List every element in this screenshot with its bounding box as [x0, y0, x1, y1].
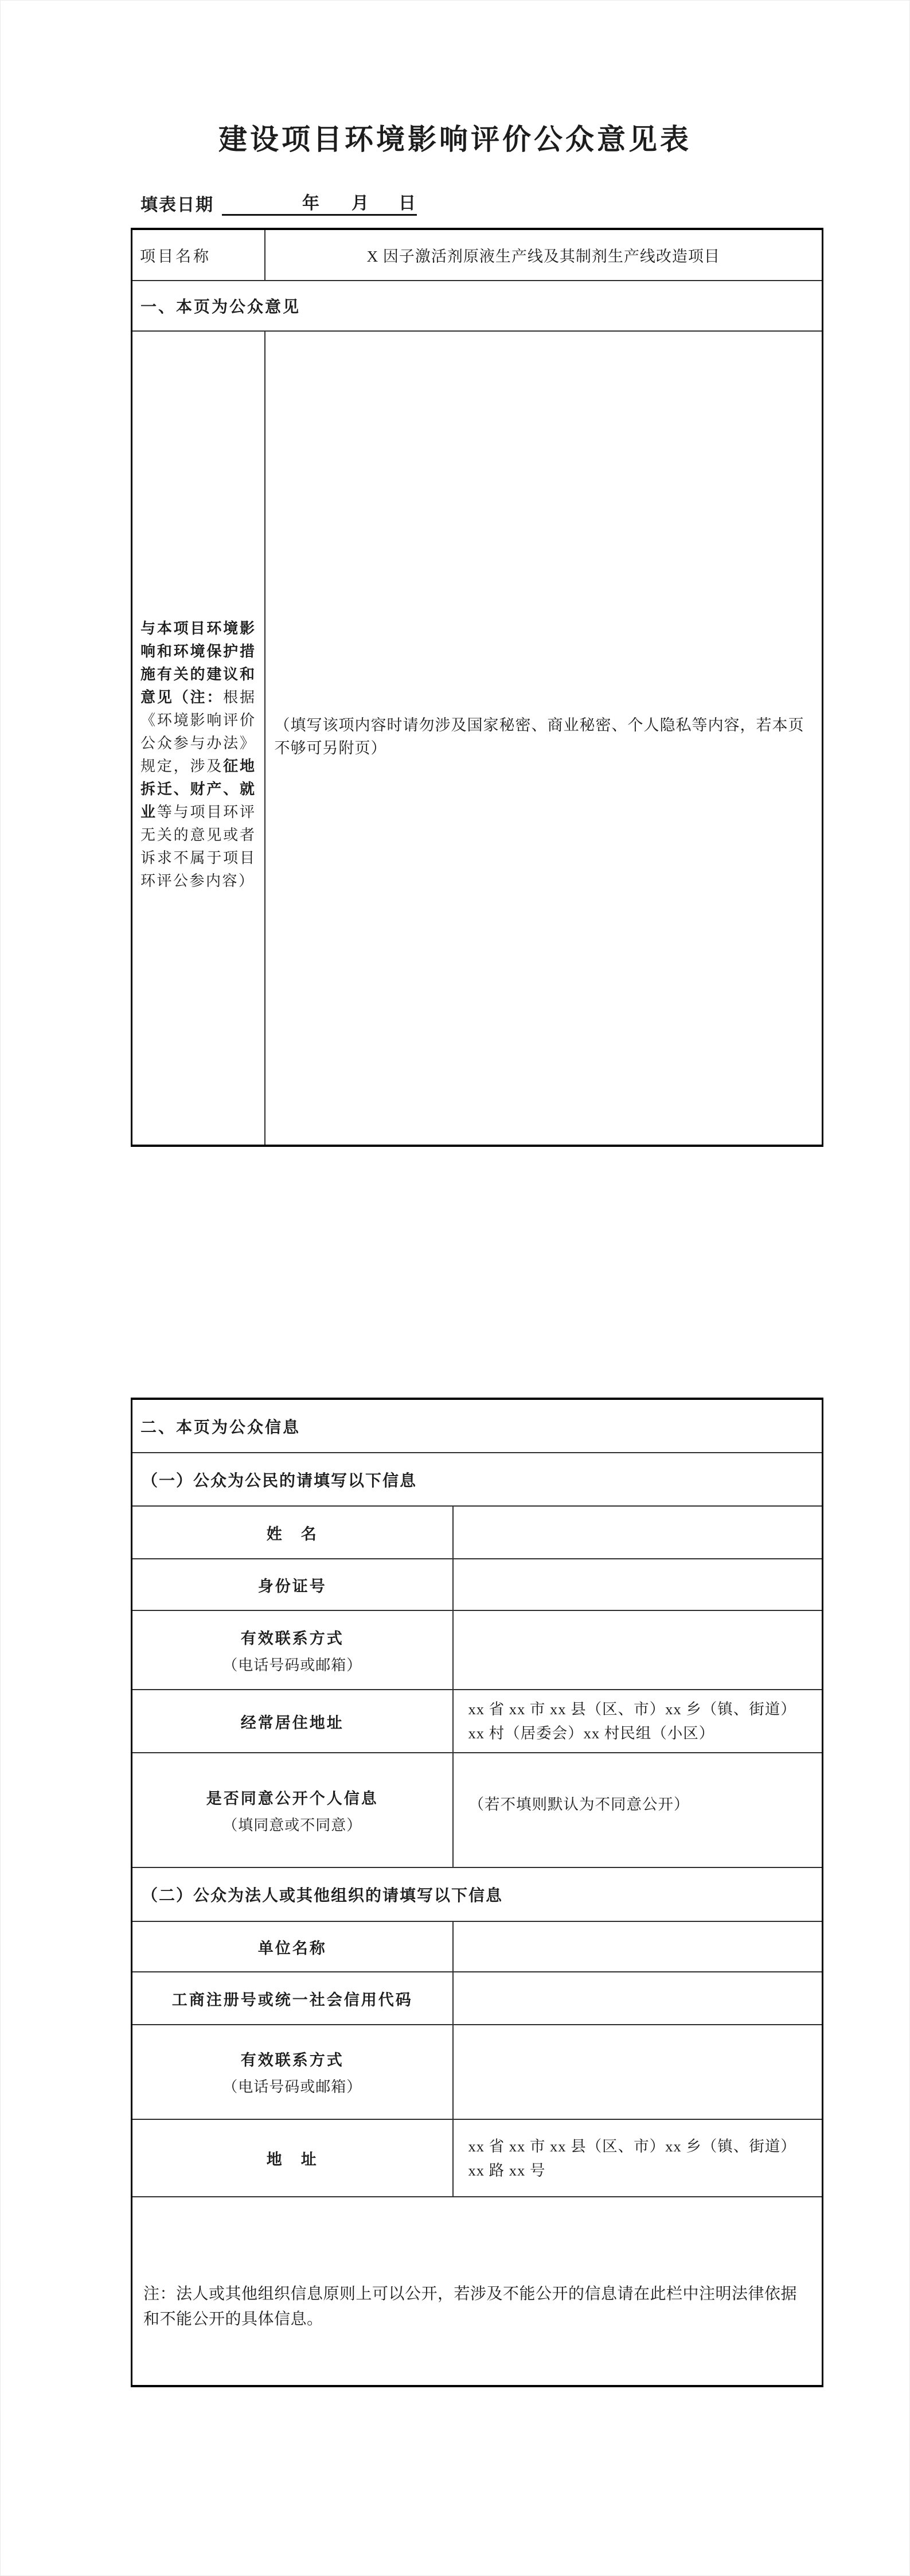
- id-number-label: 身份证号: [132, 1559, 453, 1610]
- table-row: [132, 281, 823, 331]
- opinion-label-bold-part-2: 征地拆迁、财产、就业: [140, 757, 256, 820]
- project-name-label: 项目名称: [132, 229, 265, 281]
- table-row: [132, 1399, 823, 1453]
- organization-section-header: （二）公众为法人或其他组织的请填写以下信息: [132, 1867, 823, 1921]
- id-number-input-cell[interactable]: [453, 1559, 823, 1610]
- section-2-header: 二、本页为公众信息: [132, 1399, 823, 1453]
- org-address-input-cell[interactable]: [453, 2119, 823, 2197]
- contact-input-cell[interactable]: [453, 1610, 823, 1690]
- org-name-input-cell[interactable]: [453, 1921, 823, 1972]
- org-contact-label-cell: [132, 2025, 453, 2119]
- org-contact-label: 有效联系方式: [240, 2052, 344, 2069]
- citizen-section-header: （一）公众为公民的请填写以下信息: [132, 1453, 823, 1506]
- opinion-label-bold-part-1: 与本项目环境影响和环境保护措施有关的建议和意见（注：: [140, 620, 256, 706]
- table-row: [132, 1753, 823, 1867]
- org-name-label: 单位名称: [132, 1921, 453, 1972]
- table-row: [132, 1506, 823, 1559]
- consent-label-cell: [132, 1753, 453, 1867]
- consent-input-cell[interactable]: [453, 1753, 823, 1867]
- project-name-value: X 因子激活剂原液生产线及其制剂生产线改造项目: [265, 229, 823, 281]
- org-contact-input-cell[interactable]: [453, 2025, 823, 2119]
- section-1-header: 一、本页为公众意见: [132, 281, 823, 331]
- fill-date-blank[interactable]: [222, 189, 417, 216]
- residence-input-cell[interactable]: [453, 1690, 823, 1753]
- name-input-cell[interactable]: [453, 1506, 823, 1559]
- contact-label: 有效联系方式: [240, 1629, 344, 1647]
- legal-footnote: 注：法人或其他组织信息原则上可以公开，若涉及不能公开的信息请在此栏中注明法律依据和不能公开的具体信息。: [143, 2285, 798, 2328]
- opinion-privacy-note: （填写该项内容时请勿涉及国家秘密、商业秘密、个人隐私等内容，若本页不够可另附页）: [274, 716, 804, 757]
- table-row: [132, 1610, 823, 1690]
- table-row: [132, 331, 823, 1146]
- opinion-label-normal-part-1: 根据《环境影响评价公众参与办法》规定，涉及: [140, 688, 256, 775]
- consent-sub-label: （填同意或不同意）: [222, 1816, 362, 1834]
- table-row: [132, 229, 823, 281]
- table-row: [132, 2197, 823, 2386]
- opinion-input-area[interactable]: [265, 331, 823, 1146]
- org-code-input-cell[interactable]: [453, 1972, 823, 2025]
- residence-hint-text: xx 省 xx 市 xx 县（区、市）xx 乡（镇、街道）xx 村（居委会）xx 村民组（小区）: [468, 1701, 796, 1742]
- contact-sub-label: （电话号码或邮箱）: [222, 1656, 362, 1674]
- opinion-label-cell: [132, 331, 265, 1146]
- fill-date-label: 填表日期: [140, 196, 214, 215]
- table-row: [132, 1690, 823, 1753]
- org-address-hint-text: xx 省 xx 市 xx 县（区、市）xx 乡（镇、街道）xx 路 xx 号: [468, 2137, 796, 2179]
- residence-label: 经常居住地址: [132, 1690, 453, 1753]
- table-row: [132, 2119, 823, 2197]
- table-row: [132, 1453, 823, 1506]
- table-row: [132, 2025, 823, 2119]
- date-year-label: 年: [302, 194, 321, 213]
- opinion-label-normal-part-2: 等与项目环评无关的意见或者诉求不属于项目环评公参内容）: [140, 803, 256, 889]
- org-contact-sub-label: （电话号码或邮箱）: [222, 2079, 362, 2095]
- table-row: [132, 1921, 823, 1972]
- fill-date-line: [140, 187, 417, 216]
- page-title: 建设项目环境影响评价公众意见表: [218, 123, 692, 155]
- public-info-table: [131, 1398, 823, 2387]
- contact-label-cell: [132, 1610, 453, 1690]
- table-row: [132, 1867, 823, 1921]
- opinion-table: [131, 228, 823, 1147]
- table-row: [132, 1559, 823, 1610]
- date-month-label: 月: [351, 194, 370, 213]
- opinion-label-text: [133, 584, 264, 893]
- footnote-cell: [132, 2197, 823, 2386]
- org-code-label: 工商注册号或统一社会信用代码: [132, 1972, 453, 2025]
- name-label: 姓 名: [132, 1506, 453, 1559]
- org-address-label: 地 址: [132, 2119, 453, 2197]
- consent-default-note: （若不填则默认为不同意公开）: [468, 1795, 690, 1813]
- date-day-label: 日: [399, 194, 417, 213]
- table-row: [132, 1972, 823, 2025]
- consent-label: 是否同意公开个人信息: [206, 1789, 378, 1807]
